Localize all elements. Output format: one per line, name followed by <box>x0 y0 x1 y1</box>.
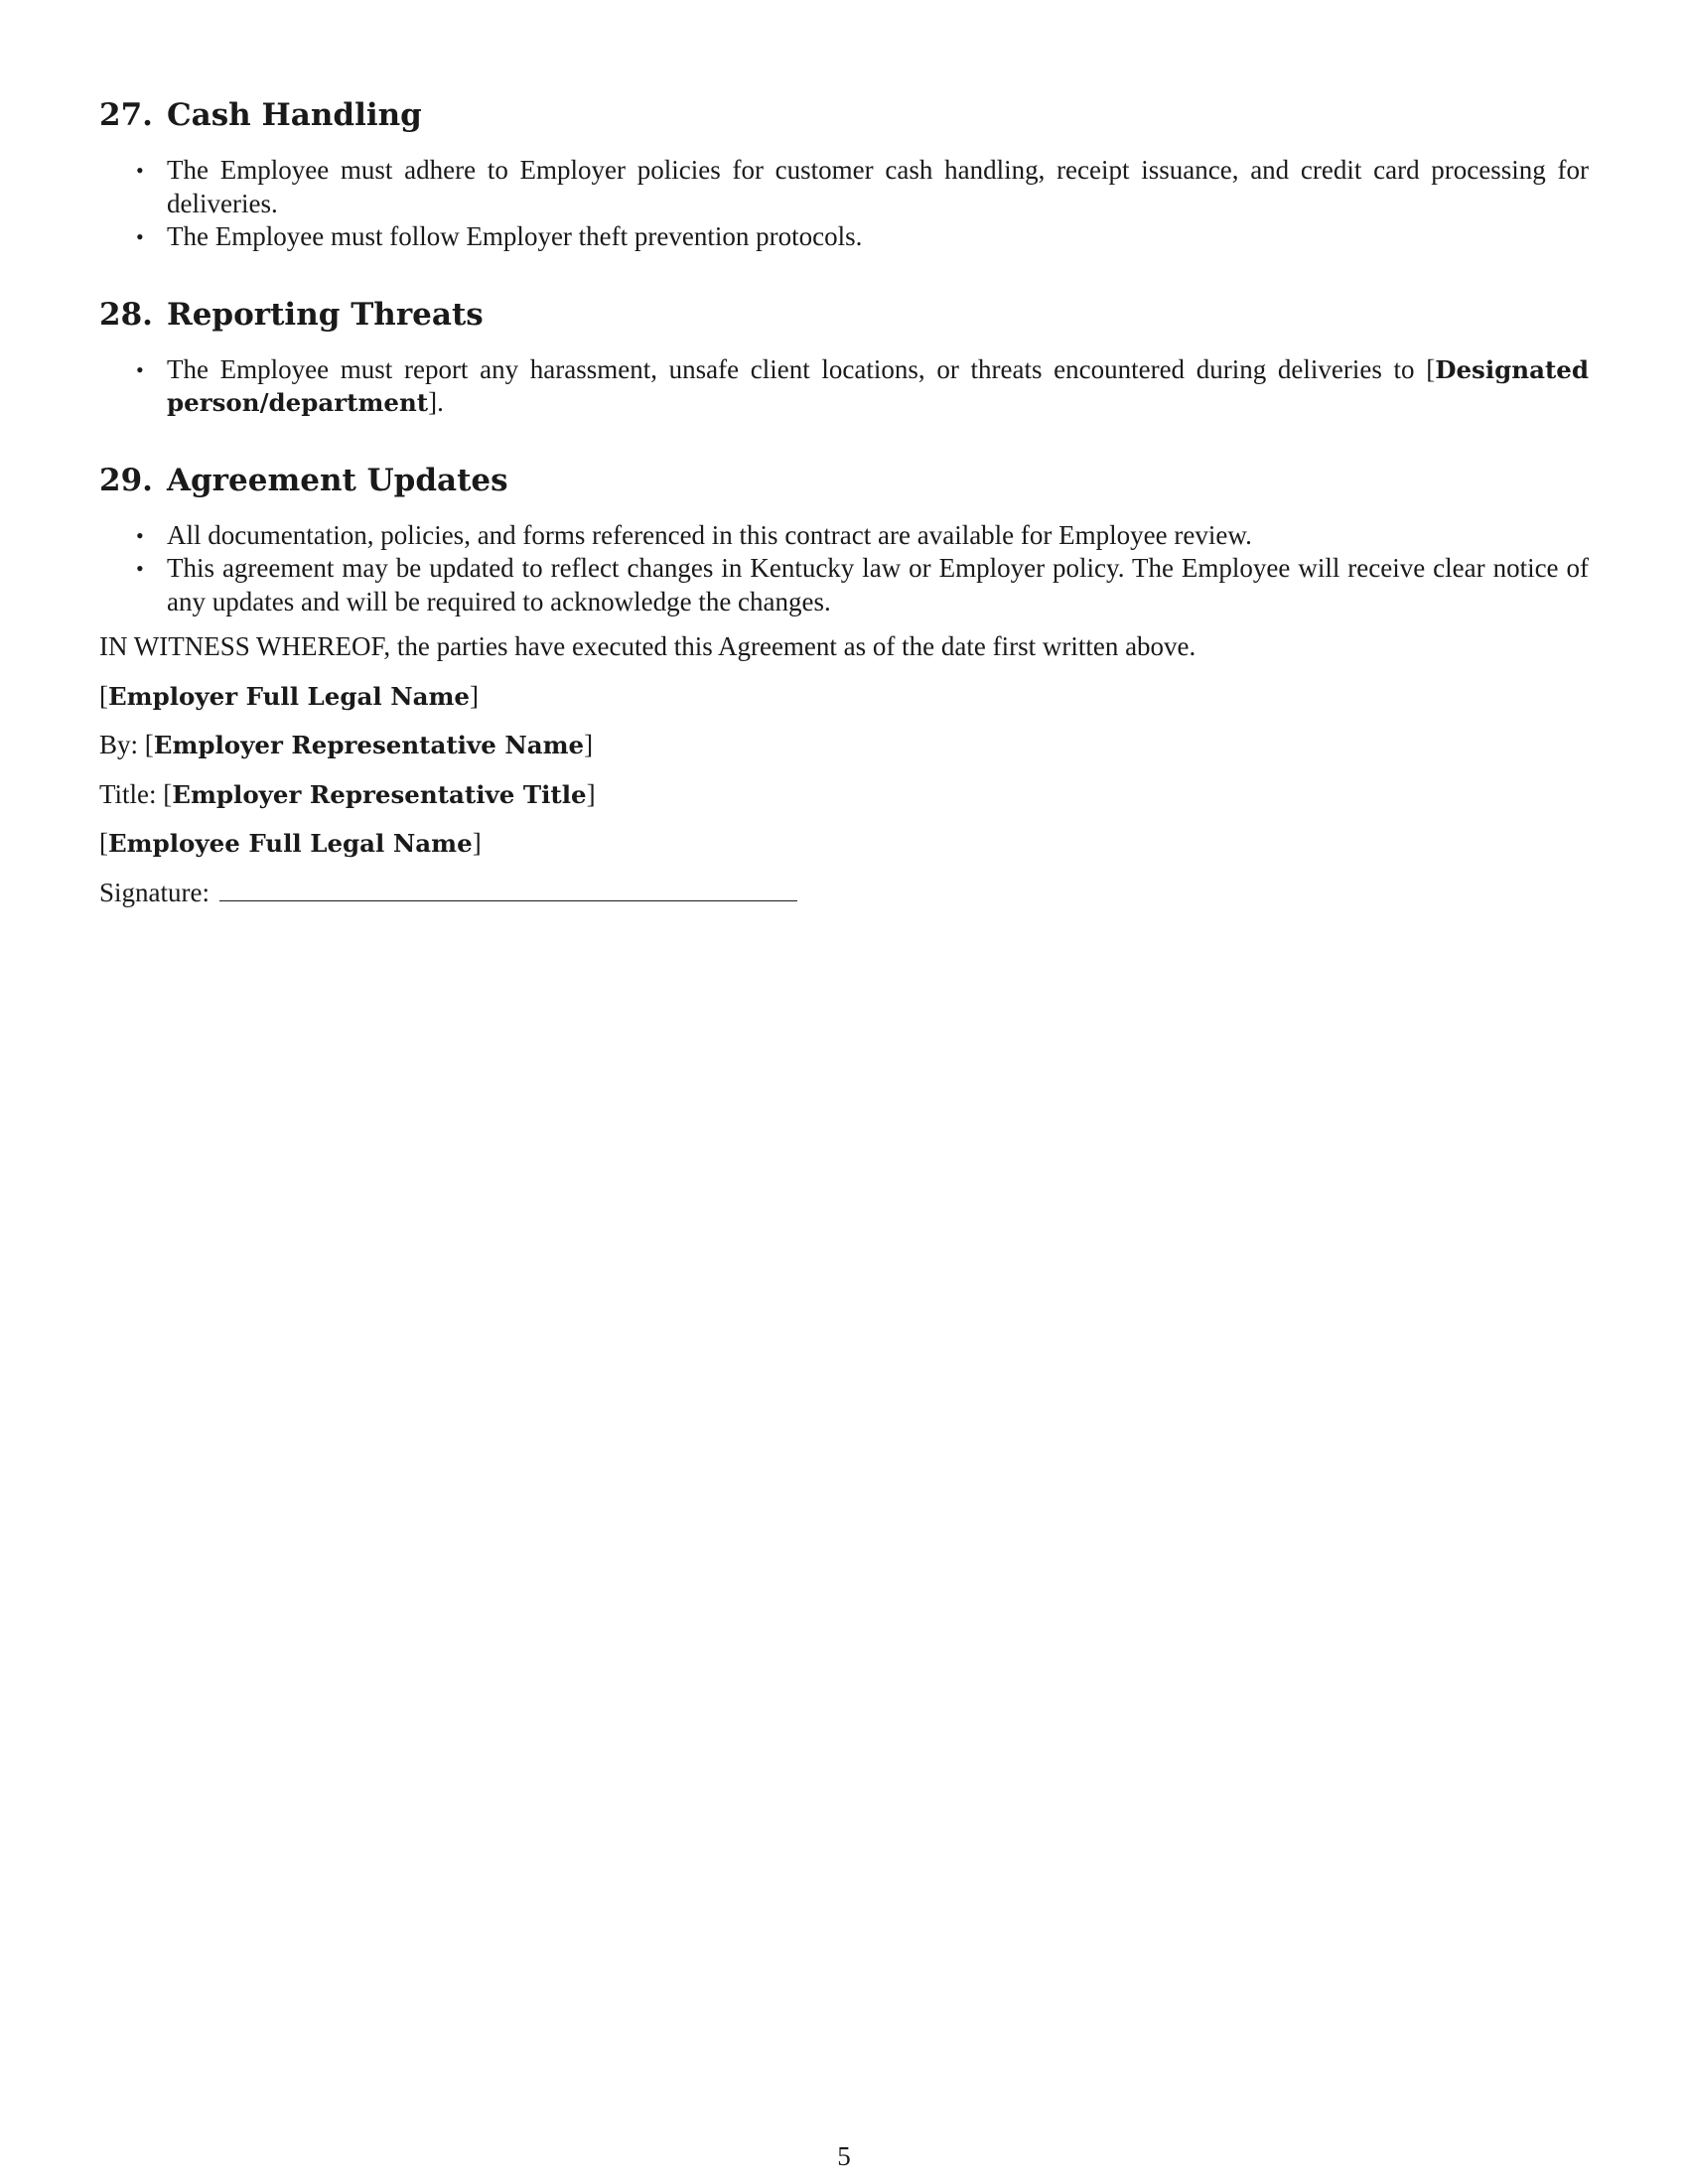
witness-clause: IN WITNESS WHEREOF, the parties have executed this Agreement as of the date first written above. <box>99 631 1196 661</box>
section-cash-handling <box>99 94 1589 254</box>
section-heading <box>99 294 1589 336</box>
title-line: Title: [Employer Representative Title] <box>99 778 596 809</box>
signature-field[interactable] <box>219 879 797 901</box>
page-number: 5 <box>837 2141 851 2171</box>
list-item: • The Employee must report any harassment, unsafe client locations, or threats encountered during deliveries to [Designated person/department]. <box>136 353 1589 417</box>
by-line: By: [Employer Representative Name] <box>99 730 594 759</box>
representative-name-placeholder: Employer Representative Name <box>153 731 585 759</box>
section-title: Cash Handling <box>166 97 422 133</box>
list-item-text: All documentation, policies, and forms referenced in this contract are available for Employee review. <box>167 519 1252 550</box>
section-reporting-threats <box>99 294 1589 420</box>
representative-title-placeholder: Employer Representative Title <box>172 779 587 809</box>
bullet-list <box>99 519 1589 619</box>
list-item-suffix: . <box>437 387 444 417</box>
employer-name-placeholder: Employer Full Legal Name <box>108 681 470 711</box>
section-heading <box>99 460 1589 501</box>
document-page <box>99 94 1589 925</box>
bullet-icon: • <box>136 158 144 183</box>
bullet-list <box>99 154 1589 254</box>
section-agreement-updates <box>99 460 1589 619</box>
section-number: 27. <box>99 97 153 133</box>
bullet-icon: • <box>136 224 144 249</box>
bullet-list <box>99 353 1589 420</box>
list-item-text: The Employee must adhere to Employer policies for customer cash handling, receipt issuance, and credit card processing for deliveries. <box>167 155 1589 218</box>
section-heading <box>99 94 1589 136</box>
section-number: 28. <box>99 296 153 333</box>
employee-name-placeholder: Employee Full Legal Name <box>108 829 473 858</box>
list-item <box>99 552 1589 618</box>
placeholder-designated-person: Designated person/department <box>167 354 1589 417</box>
list-item-text: This agreement may be updated to reflect changes in Kentucky law or Employer policy. The Employee will receive clear notice of any updates and will be required to acknowledge the changes. <box>167 553 1589 616</box>
section-title: Agreement Updates <box>166 462 508 498</box>
signature-label: Signature: <box>99 877 210 907</box>
section-number: 29. <box>99 462 153 498</box>
employer-name-line: [Employer Full Legal Name] <box>99 680 479 711</box>
by-label: By: <box>99 730 139 759</box>
list-item <box>99 220 1589 254</box>
list-item-text: The Employee must report any harassment, unsafe client locations, or threats encountered during deliveries to <box>167 353 1427 384</box>
bullet-icon: • <box>136 356 144 382</box>
bullet-icon: • <box>136 522 144 548</box>
list-item <box>99 154 1589 220</box>
list-item <box>99 519 1589 553</box>
employee-name-line: [Employee Full Legal Name] <box>99 828 482 858</box>
list-item-text: The Employee must follow Employer theft prevention protocols. <box>167 221 863 251</box>
title-label: Title: <box>99 778 157 809</box>
bullet-icon: • <box>136 556 144 581</box>
section-title: Reporting Threats <box>166 296 484 333</box>
signature-line <box>99 877 1589 910</box>
